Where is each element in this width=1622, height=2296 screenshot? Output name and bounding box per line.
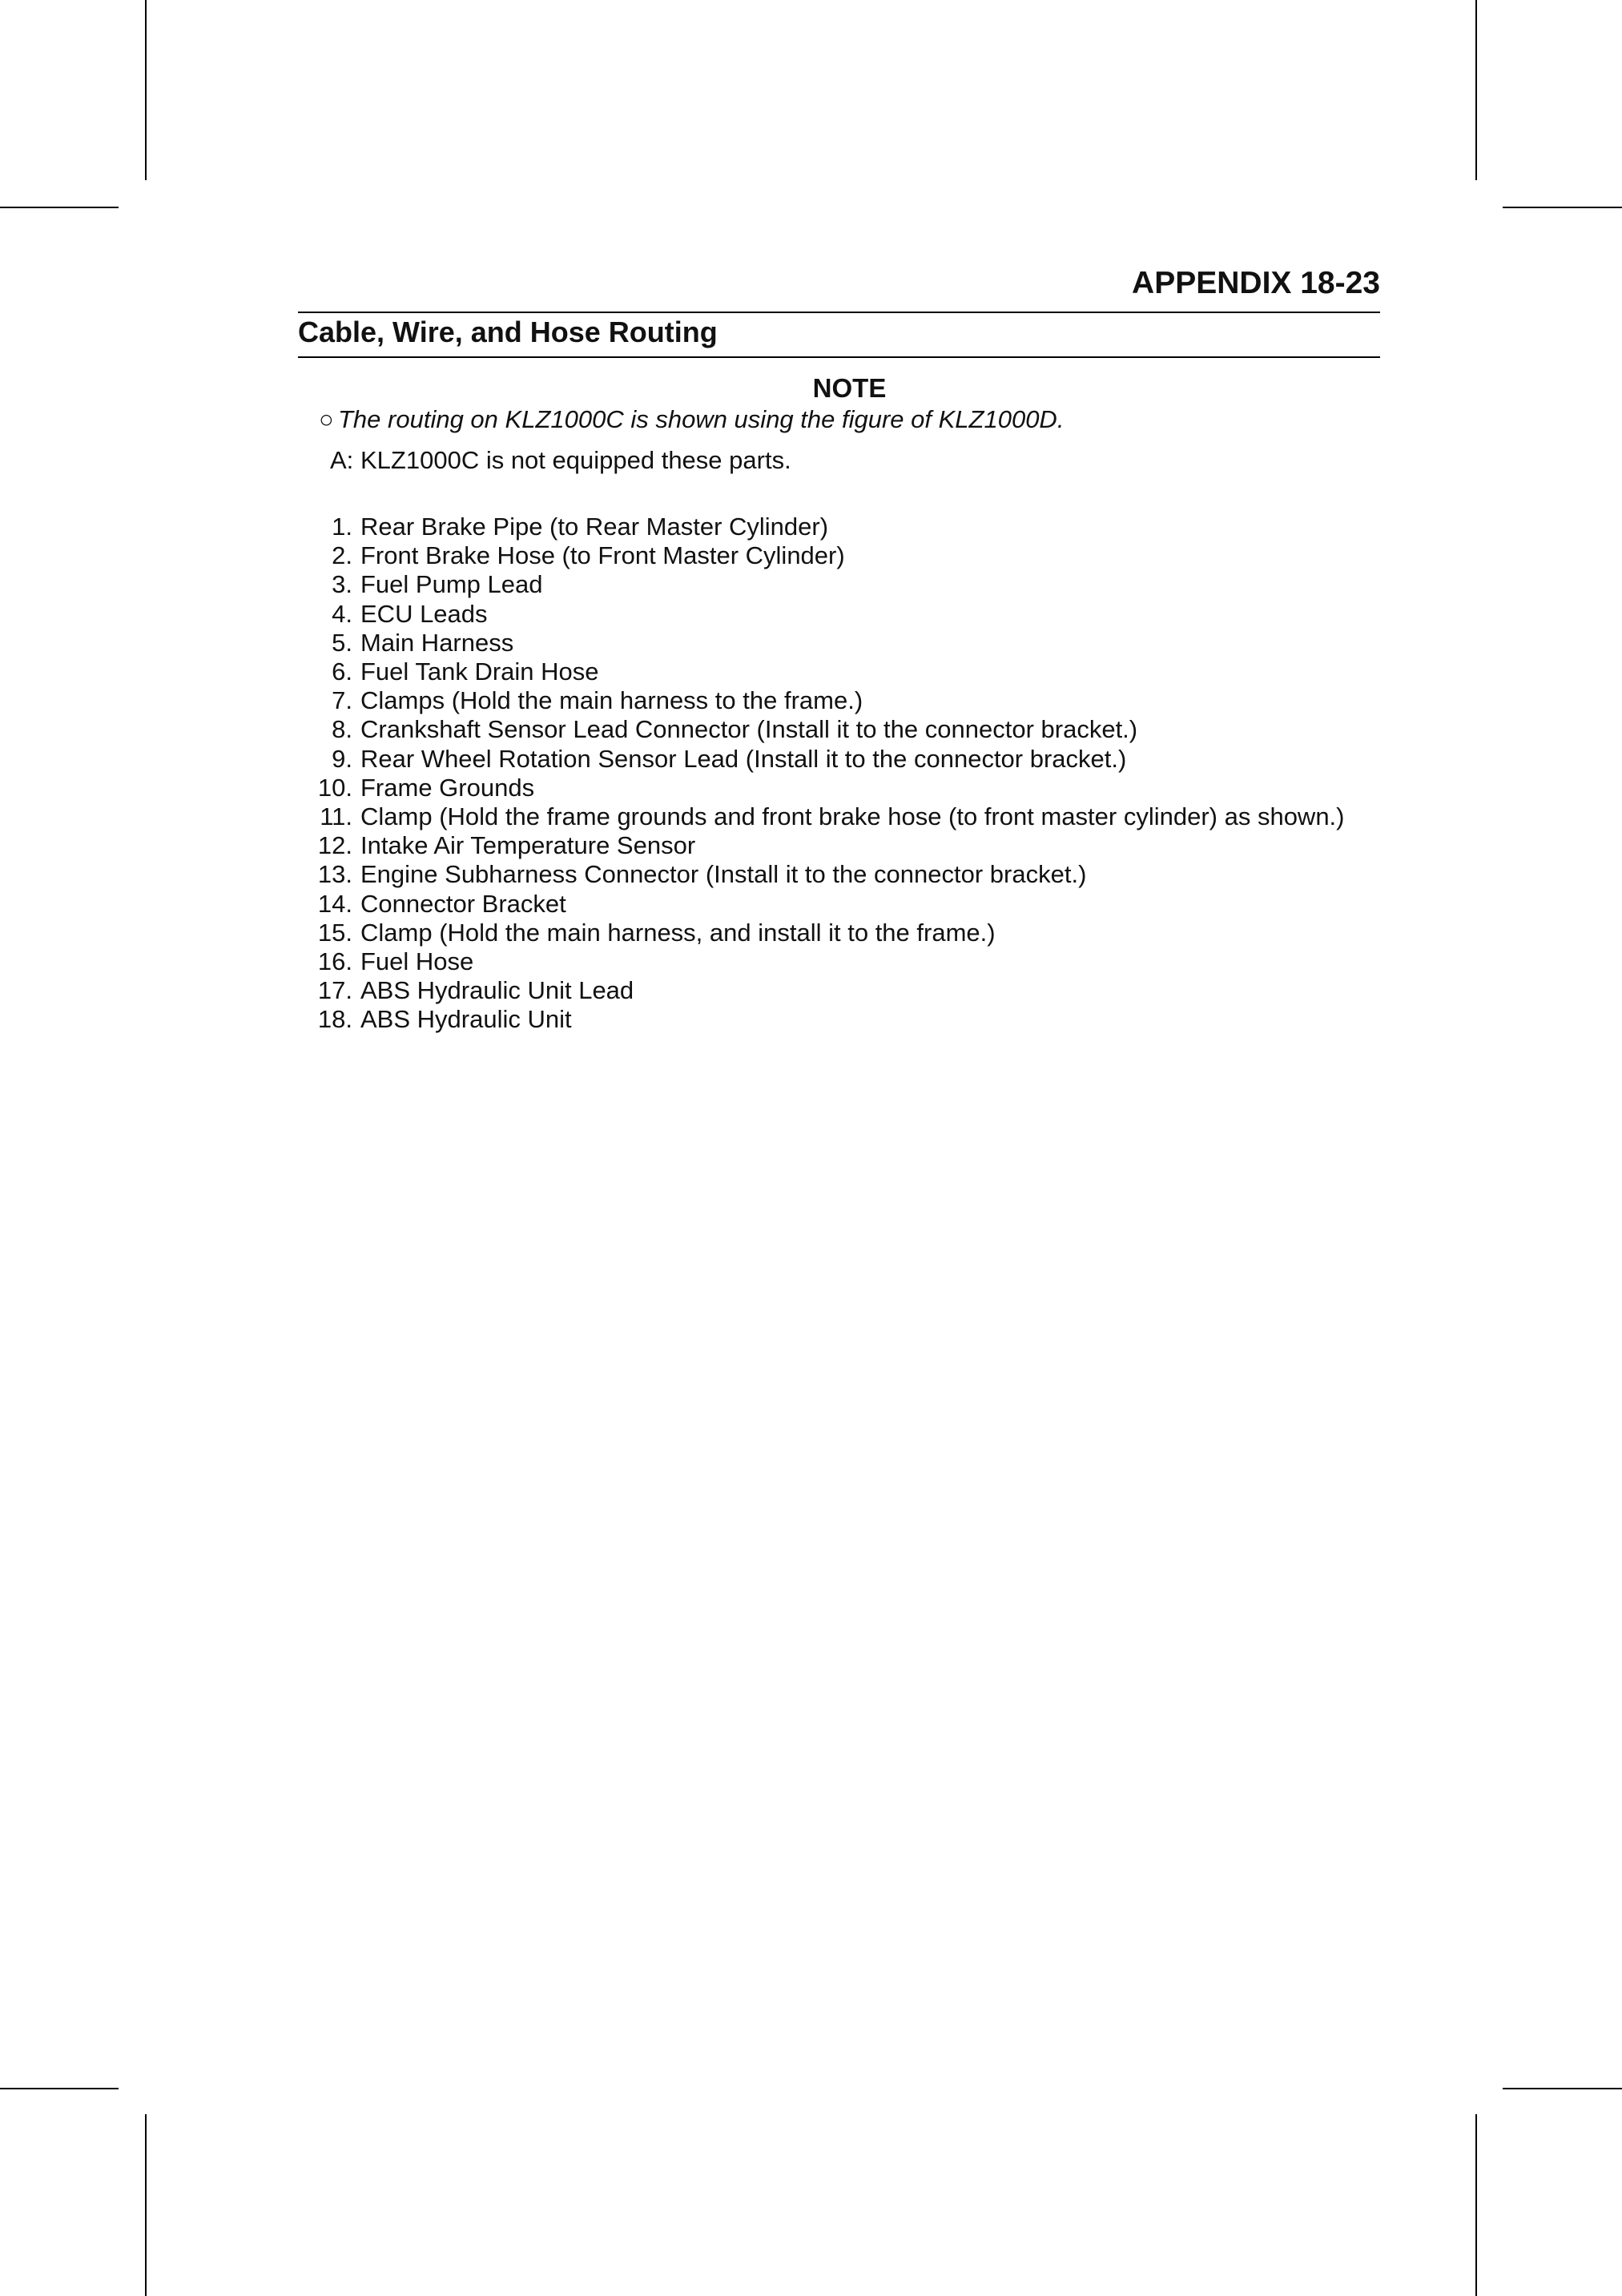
list-item-text: ABS Hydraulic Unit Lead xyxy=(360,976,634,1005)
crop-mark-top-left-horizontal xyxy=(0,207,119,208)
list-item-text: Rear Wheel Rotation Sensor Lead (Install it to the connector bracket.) xyxy=(360,744,1127,773)
list-item-number: 2. xyxy=(332,541,352,570)
legend-text: KLZ1000C is not equipped these parts. xyxy=(360,446,791,474)
crop-mark-bottom-left-vertical xyxy=(145,2114,147,2296)
list-item-text: Clamp (Hold the main harness, and install it to the frame.) xyxy=(360,918,996,947)
list-item-text: Clamp (Hold the frame grounds and front brake hose (to front master cylinder) as shown.) xyxy=(360,802,1345,831)
list-item-text: Clamps (Hold the main harness to the frame.) xyxy=(360,686,863,715)
list-item-number: 7. xyxy=(332,686,352,715)
list-item-text: ECU Leads xyxy=(360,599,488,628)
list-item-number: 17. xyxy=(317,976,352,1005)
crop-mark-top-right-vertical xyxy=(1475,0,1477,180)
list-item xyxy=(314,1005,1345,1034)
crop-mark-top-left-vertical xyxy=(145,0,147,180)
crop-mark-bottom-left-horizontal xyxy=(0,2088,119,2089)
list-item-number: 12. xyxy=(317,831,352,860)
list-item-number: 11. xyxy=(320,802,352,831)
list-item xyxy=(314,657,1345,686)
list-item-number: 10. xyxy=(317,773,352,802)
list-item-number: 8. xyxy=(332,715,352,744)
list-item-number: 13. xyxy=(317,860,352,889)
list-item-number: 16. xyxy=(317,947,352,976)
note-text: The routing on KLZ1000C is shown using the figure of KLZ1000D. xyxy=(338,405,1065,433)
list-item xyxy=(314,570,1345,599)
legend-line xyxy=(330,443,791,478)
list-item xyxy=(314,831,1345,860)
list-item xyxy=(314,947,1345,976)
list-item-text: Engine Subharness Connector (Install it to the connector bracket.) xyxy=(360,860,1087,889)
list-item-text: Frame Grounds xyxy=(360,773,535,802)
crop-mark-top-right-horizontal xyxy=(1503,207,1622,208)
list-item-number: 9. xyxy=(332,744,352,773)
list-item-number: 15. xyxy=(317,918,352,947)
note-line xyxy=(319,402,1064,437)
list-item-number: 5. xyxy=(332,628,352,657)
list-item-text: Connector Bracket xyxy=(360,889,566,918)
section-title: Cable, Wire, and Hose Routing xyxy=(298,316,718,348)
list-item-text: Intake Air Temperature Sensor xyxy=(360,831,696,860)
list-item xyxy=(314,919,1345,947)
list-item-text: Front Brake Hose (to Front Master Cylinder) xyxy=(360,541,845,570)
page-number: APPENDIX 18-23 xyxy=(1132,266,1380,300)
list-item xyxy=(314,513,1345,541)
list-item xyxy=(314,686,1345,715)
list-item xyxy=(314,976,1345,1005)
crop-mark-bottom-right-vertical xyxy=(1475,2114,1477,2296)
list-item xyxy=(314,600,1345,629)
header-rule-bottom xyxy=(298,356,1380,358)
list-item-text: Fuel Hose xyxy=(360,947,474,976)
list-item-number: 4. xyxy=(332,599,352,628)
list-item-text: Fuel Pump Lead xyxy=(360,570,543,599)
page-header xyxy=(298,264,1380,303)
note-heading: NOTE xyxy=(812,373,887,403)
list-item-number: 6. xyxy=(332,657,352,686)
parts-list xyxy=(314,513,1345,1035)
list-item xyxy=(314,860,1345,889)
list-item xyxy=(314,541,1345,570)
list-item xyxy=(314,745,1345,774)
list-item-text: Main Harness xyxy=(360,628,514,657)
list-item xyxy=(314,774,1345,802)
list-item-number: 18. xyxy=(317,1005,352,1034)
list-item-number: 3. xyxy=(332,570,352,599)
list-item-number: 1. xyxy=(332,513,352,541)
list-item-number: 14. xyxy=(317,889,352,918)
list-item xyxy=(314,890,1345,919)
list-item-text: Crankshaft Sensor Lead Connector (Install it to the connector bracket.) xyxy=(360,715,1138,744)
list-item-text: Rear Brake Pipe (to Rear Master Cylinder) xyxy=(360,513,829,541)
list-item-text: ABS Hydraulic Unit xyxy=(360,1005,572,1034)
note-bullet: ○ xyxy=(319,405,334,433)
list-item xyxy=(314,629,1345,657)
list-item xyxy=(314,715,1345,744)
crop-mark-bottom-right-horizontal xyxy=(1503,2088,1622,2089)
list-item-text: Fuel Tank Drain Hose xyxy=(360,657,599,686)
list-item xyxy=(314,802,1345,831)
legend-label: A: xyxy=(330,446,354,474)
